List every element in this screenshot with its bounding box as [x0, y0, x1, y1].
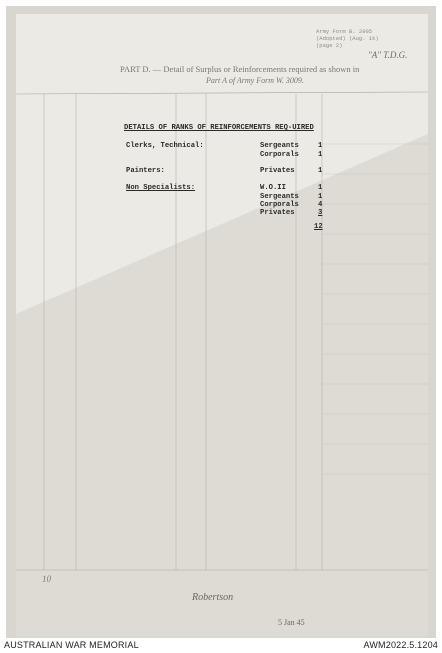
count-clerks-corporals: 1	[318, 151, 323, 159]
count-clerks-sergeants: 1	[318, 142, 323, 150]
caption-institution: AUSTRALIAN WAR MEMORIAL	[4, 640, 139, 650]
part-subtitle: Part A of Army Form W. 3009.	[206, 76, 304, 85]
paper-sheet	[16, 14, 428, 636]
rank-ns-corporals: Corporals	[260, 201, 299, 209]
count-ns-wo2: 1	[318, 184, 323, 192]
rank-clerks-sergeants: Sergeants	[260, 142, 299, 150]
form-ref-line-1: Army Form B. 2005	[316, 28, 373, 35]
handwritten-mark: 10	[42, 574, 51, 584]
details-heading: DETAILS OF RANKS OF REINFORCEMENTS REQ-UIRED	[124, 124, 314, 132]
scanned-document	[6, 6, 436, 638]
count-ns-sergeants: 1	[318, 193, 323, 201]
form-ref-line-3: (page 2)	[316, 42, 343, 49]
group-label-painters: Painters:	[126, 167, 165, 175]
count-ns-corporals: 4	[318, 201, 323, 209]
handwritten-tag: "A" T.D.G.	[368, 50, 408, 60]
signature: Robertson	[192, 592, 234, 603]
caption-reference: AWM2022.5.1204	[363, 640, 438, 650]
rank-clerks-corporals: Corporals	[260, 151, 299, 159]
rank-painters-privates: Privates	[260, 167, 295, 175]
rank-ns-privates: Privates	[260, 209, 295, 217]
rank-ns-wo2: W.O.II	[260, 184, 286, 192]
rank-ns-sergeants: Sergeants	[260, 193, 299, 201]
count-painters-privates: 1	[318, 167, 323, 175]
part-title: PART D. — Detail of Surplus or Reinforcements required as shown in	[120, 64, 360, 74]
form-ref-line-2: (Adopted) (Aug. 1k)	[316, 35, 379, 42]
date-line: 5 Jan 45	[278, 618, 305, 627]
fold-shading	[16, 14, 428, 636]
group-label-non-specialists: Non Specialists:	[126, 184, 196, 192]
count-ns-privates: 3	[318, 209, 323, 217]
total-count: 12	[314, 223, 323, 231]
group-label-clerks: Clerks, Technical:	[126, 142, 204, 150]
